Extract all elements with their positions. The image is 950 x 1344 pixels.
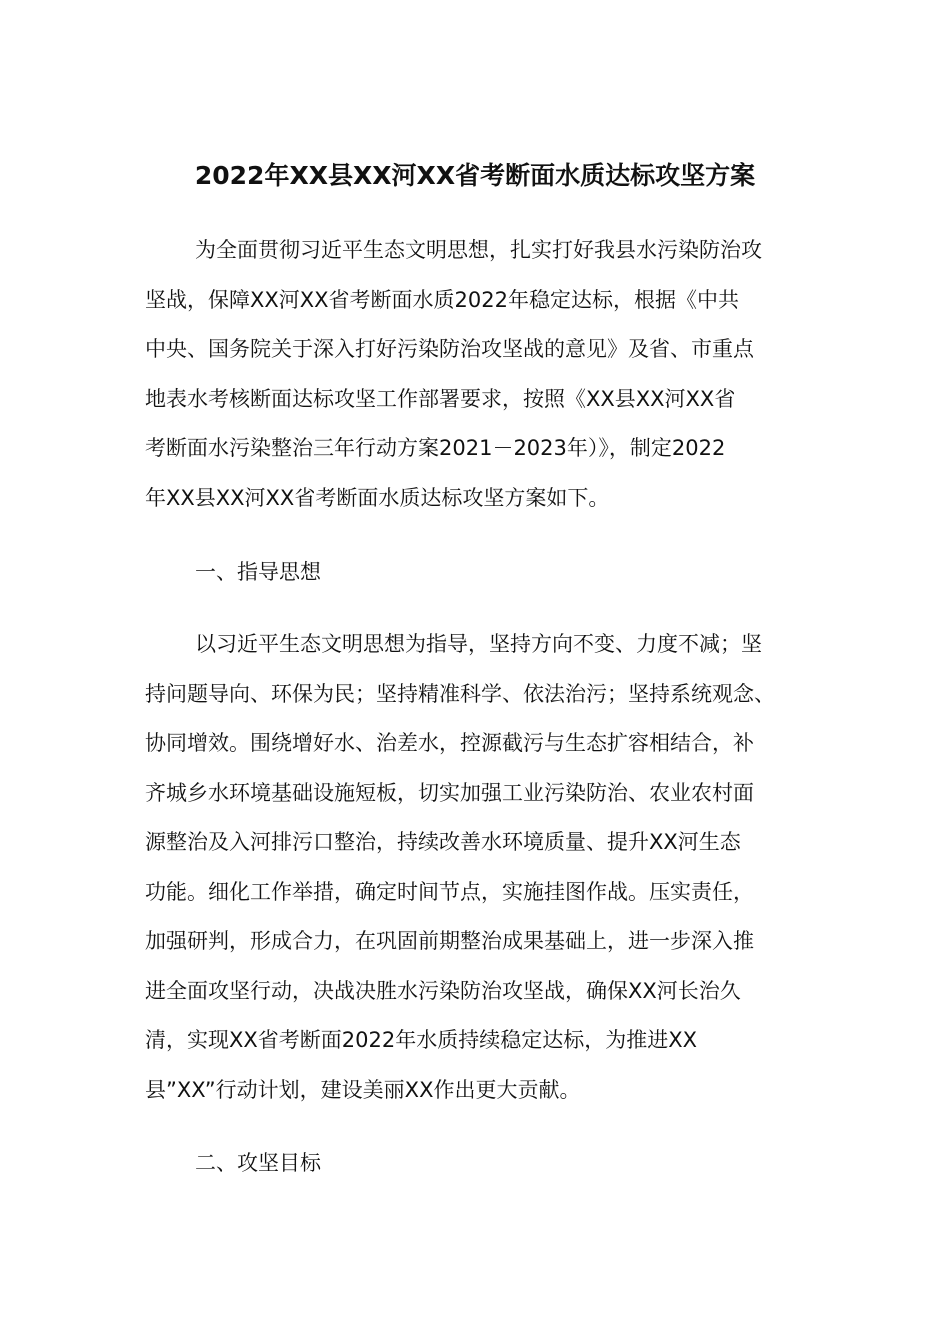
paragraph-line: 考断面水污染整治三年行动方案2021－2023年）》，制定2022: [145, 436, 726, 460]
paragraph-line: 持问题导向、环保为民；坚持精准科学、依法治污；坚持系统观念、: [145, 681, 775, 706]
section-heading-1: 一、指导思想: [195, 560, 321, 584]
paragraph-line: 协同增效。围绕增好水、治差水，控源截污与生态扩容相结合，补: [145, 731, 754, 755]
paragraph-line: 加强研判，形成合力，在巩固前期整治成果基础上，进一步深入推: [145, 929, 754, 953]
paragraph-line: 地表水考核断面达标攻坚工作部署要求，按照《XX县XX河XX省: [145, 386, 736, 411]
section-heading-2: 二、攻坚目标: [195, 1151, 321, 1175]
section1-paragraph: [145, 620, 807, 1115]
paragraph-line: 以习近平生态文明思想为指导，坚持方向不变、力度不减；坚: [195, 632, 762, 656]
paragraph-line: 源整治及入河排污口整治，持续改善水环境质量、提升XX河生态: [145, 830, 741, 854]
paragraph-line: 为全面贯彻习近平生态文明思想，扎实打好我县水污染防治攻: [195, 238, 762, 262]
paragraph-line: 进全面攻坚行动，决战决胜水污染防治攻坚战，确保XX河长治久: [145, 978, 741, 1003]
document-title: 2022年XX县XX河XX省考断面水质达标攻坚方案: [194, 161, 756, 190]
intro-paragraph: [145, 226, 807, 523]
paragraph-line: 齐城乡水环境基础设施短板，切实加强工业污染防治、农业农村面: [145, 780, 754, 805]
paragraph-line: 清，实现XX省考断面2022年水质持续稳定达标，为推进XX: [145, 1028, 697, 1052]
paragraph-line: 功能。细化工作举措，确定时间节点，实施挂图作战。压实责任，: [145, 879, 754, 904]
paragraph-line: 坚战，保障XX河XX省考断面水质2022年稳定达标，根据《中共: [145, 287, 739, 312]
paragraph-line: 县”XX”行动计划，建设美丽XX作出更大贡献。: [145, 1077, 581, 1102]
paragraph-line: 年XX县XX河XX省考断面水质达标攻坚方案如下。: [145, 485, 610, 510]
paragraph-line: 中央、国务院关于深入打好污染防治攻坚战的意见》及省、市重点: [145, 337, 754, 361]
